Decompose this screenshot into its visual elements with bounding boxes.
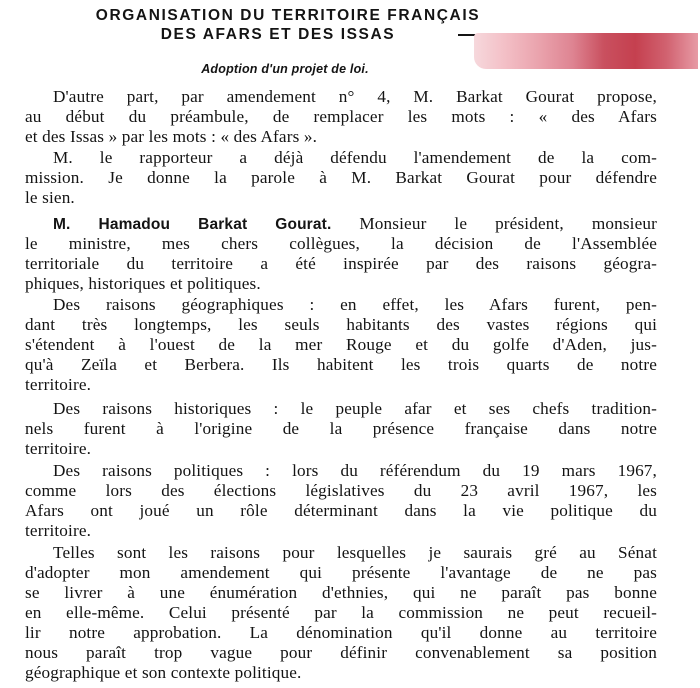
text-line: Des raisons politiques : lors du référendum du 19 mars 1967, [53,461,657,480]
section-subtitle: Adoption d'un projet de loi. [201,62,369,76]
text-line: territoire. [25,521,92,540]
text-line: mission. Je donne la parole à M. Barkat Gourat pour défendre [25,168,657,187]
text-line: nous paraît trop vague pour définir convenablement sa position [25,643,657,662]
text-line: et des Issas » par les mots : « des Afars ». [25,127,318,146]
text-line: d'adopter mon amendement qui présente l'avantage de ne pas [25,563,657,582]
text-line: s'étendent à l'ouest de la mer Rouge et du golfe d'Aden, jus- [25,335,657,354]
header-title-line-1: ORGANISATION DU TERRITOIRE FRANÇAIS [95,7,481,24]
text-line: géographique et son contexte politique. [25,663,302,682]
text-line: le ministre, mes chers collègues, la décision de l'Assemblée [25,234,657,253]
speaker-name: M. Hamadou Barkat Gourat. [53,216,332,233]
text-line: phiques, historiques et politiques. [25,274,261,293]
text-line: se livrer à une énumération d'ethnies, qui ne paraît pas bonne [25,583,657,602]
text-line: le sien. [25,188,75,207]
text-line: Afars ont joué un rôle déterminant dans la vie politique du [25,501,657,520]
text-line: qu'à Zeïla et Berbera. Ils habitent les trois quarts de notre [25,355,657,374]
text-line: Des raisons géographiques : en effet, les Afars furent, pen- [53,295,657,314]
text-line: Des raisons historiques : le peuple afar et ses chefs tradition- [53,399,657,418]
text-line: territoriale du territoire a été inspirée par des raisons géogra- [25,254,657,273]
text-span: Monsieur le président, monsieur [331,214,657,233]
text-line: territoire. [25,375,92,394]
text-line: Telles sont les raisons pour lesquelles je saurais gré au Sénat [53,543,657,562]
text-line: M. le rapporteur a déjà défendu l'amendement de la com- [53,148,657,167]
text-line: territoire. [25,439,92,458]
header-title-line-2: DES AFARS ET DES ISSAS [160,26,396,43]
text-line: comme lors des élections législatives du 23 avril 1967, les [25,481,657,500]
text-line: dant très longtemps, les seuls habitants des vastes régions qui [25,315,657,334]
text-line: nels furent à l'origine de la présence française dans notre [25,419,657,438]
text-line: en elle-même. Celui présenté par la commission ne peut recueil- [25,603,657,622]
text-line: lir notre approbation. La dénomination qu'il donne au territoire [25,623,657,642]
text-line: au début du préambule, de remplacer les mots : « des Afars [25,107,657,126]
speaker-line [53,214,657,234]
redaction-mark [474,33,698,69]
text-line: D'autre part, par amendement n° 4, M. Barkat Gourat propose, [53,87,657,106]
